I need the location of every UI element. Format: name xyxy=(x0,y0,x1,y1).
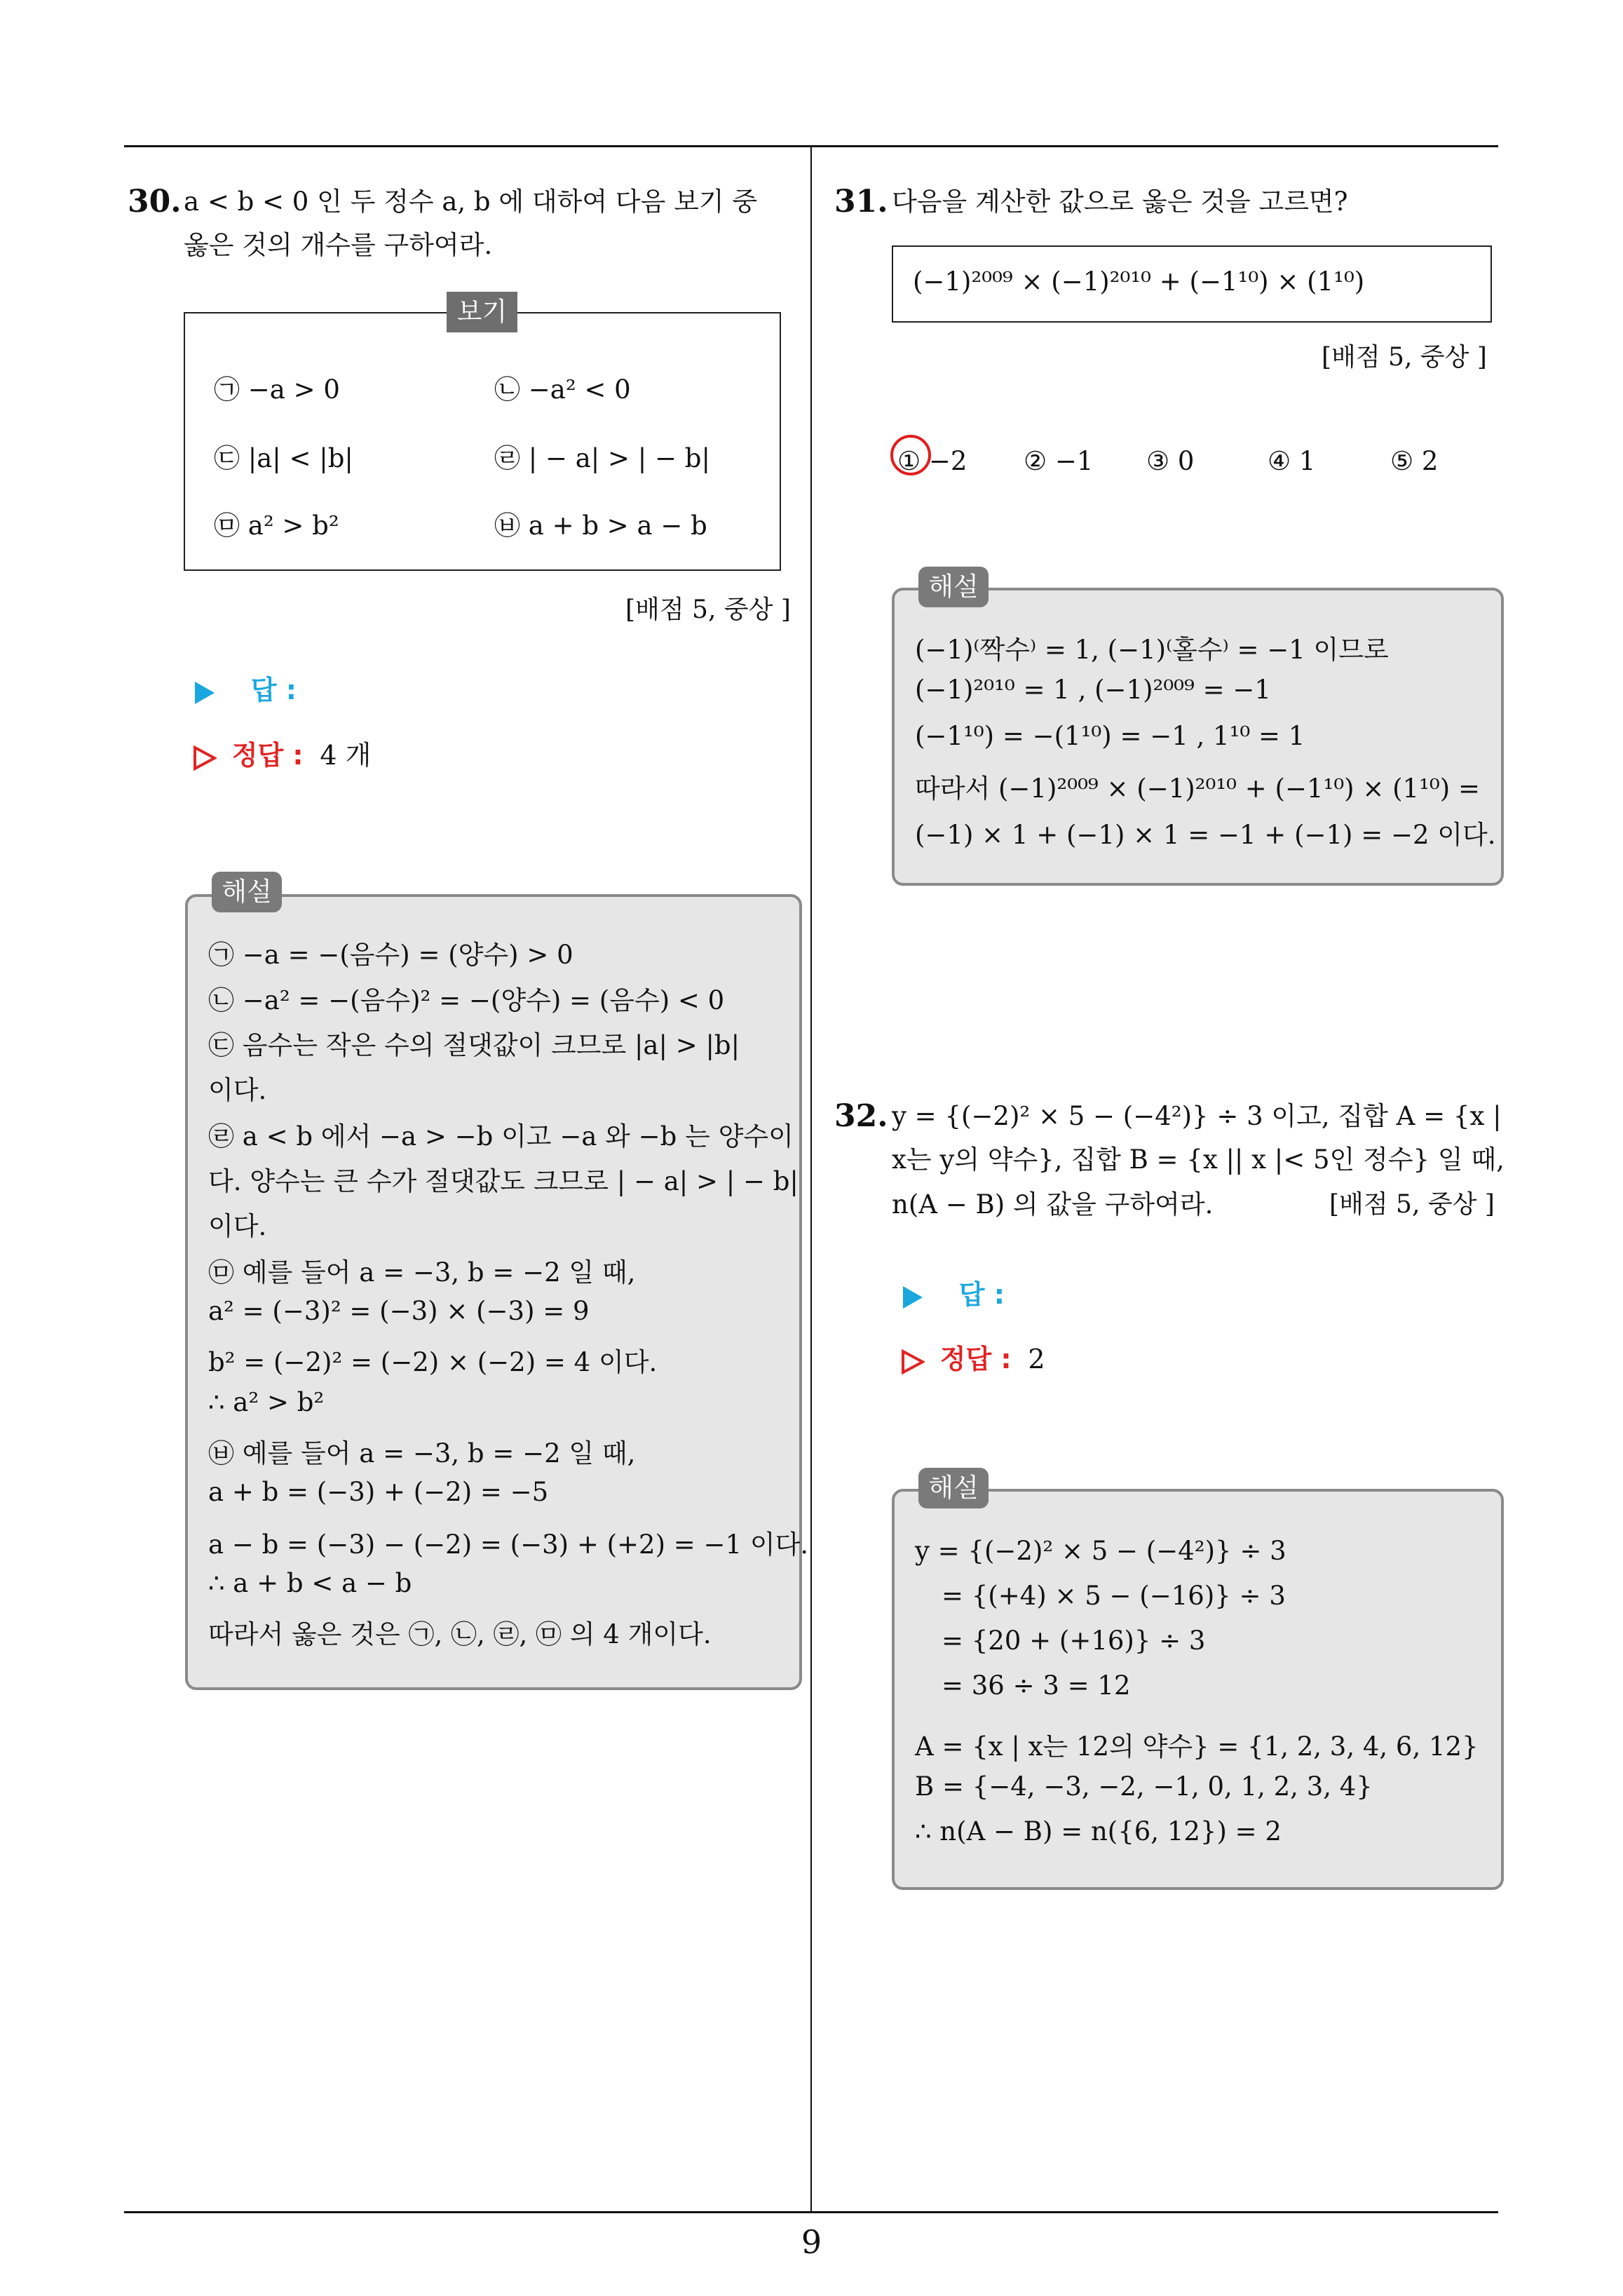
explanation-line: ㉡ −a² = −(음수)² = −(양수) = (음수) < 0 xyxy=(208,985,725,1015)
expression: (−1)²⁰⁰⁹ × (−1)²⁰¹⁰ + (−1¹⁰) × (1¹⁰) xyxy=(913,266,1365,297)
answer-label: 답 : xyxy=(250,675,297,705)
explanation-line: ㉥ 예를 들어 a = −3, b = −2 일 때, xyxy=(208,1438,636,1468)
question-number: 31. xyxy=(834,184,888,220)
question-stem: n(A − B) 의 값을 구하여라. xyxy=(892,1189,1214,1220)
option: ㉠ −a > 0 xyxy=(214,374,340,405)
bottom-rule xyxy=(124,2211,1498,2213)
question-stem: a < b < 0 인 두 정수 a, b 에 대하여 다음 보기 중 xyxy=(184,187,758,217)
option: ㉡ −a² < 0 xyxy=(494,374,631,405)
explanation-line: b² = (−2)² = (−2) × (−2) = 4 이다. xyxy=(208,1347,658,1377)
explanation-line: 이다. xyxy=(208,1075,267,1105)
arrow-right-icon xyxy=(195,682,215,704)
explanation-line: ㉣ a < b 에서 −a > −b 이고 −a 와 −b 는 양수이 xyxy=(208,1121,794,1152)
correct-answer-row xyxy=(901,1344,1045,1376)
explanation-label: 해설 xyxy=(918,567,989,607)
score-info: [배점 5, 중상 ] xyxy=(625,595,791,624)
explanation-line: y = {(−2)² × 5 − (−4²)} ÷ 3 xyxy=(915,1536,1286,1566)
column-divider xyxy=(810,145,812,2213)
choice-1: ① −2 xyxy=(897,446,967,476)
explanation-line: A = {x | x는 12의 약수} = {1, 2, 3, 4, 6, 12} xyxy=(915,1731,1479,1762)
question-stem: 옳은 것의 개수를 구하여라. xyxy=(184,230,493,260)
explanation-line: = {(+4) × 5 − (−16)} ÷ 3 xyxy=(942,1581,1286,1611)
explanation-line: = 36 ÷ 3 = 12 xyxy=(942,1670,1131,1701)
question-stem: x는 y의 약수}, 집합 B = {x || x |< 5인 정수} 일 때, xyxy=(892,1144,1505,1175)
outline-arrow-icon xyxy=(901,1349,925,1375)
option: ㉥ a + b > a − b xyxy=(494,511,707,541)
score-info: [배점 5, 중상 ] xyxy=(1322,343,1487,372)
explanation-line: 이다. xyxy=(208,1211,267,1241)
explanation-line: 따라서 옳은 것은 ㉠, ㉡, ㉣, ㉤ 의 4 개이다. xyxy=(208,1619,712,1649)
explanation-line: (−1)²⁰¹⁰ = 1 , (−1)²⁰⁰⁹ = −1 xyxy=(915,675,1271,705)
correct-value: 2 xyxy=(1028,1344,1045,1375)
bogi-label: 보기 xyxy=(447,292,517,332)
explanation-line: 다. 양수는 큰 수가 절댓값도 크므로 | − a| > | − b| xyxy=(208,1166,799,1196)
explanation-line: (−1)⁽짝수⁾ = 1, (−1)⁽홀수⁾ = −1 이므로 xyxy=(915,635,1389,665)
option: ㉤ a² > b² xyxy=(214,511,339,541)
explanation-line: 따라서 (−1)²⁰⁰⁹ × (−1)²⁰¹⁰ + (−1¹⁰) × (1¹⁰) = xyxy=(915,774,1480,804)
answer-row xyxy=(195,675,297,707)
question-number: 32. xyxy=(834,1098,888,1134)
explanation-line: a − b = (−3) − (−2) = (−3) + (+2) = −1 이다. xyxy=(208,1529,809,1560)
explanation-line: ㉢ 음수는 작은 수의 절댓값이 크므로 |a| > |b| xyxy=(208,1030,740,1060)
choice-3: ③ 0 xyxy=(1146,446,1195,476)
explanation-line: ∴ n(A − B) = n({6, 12}) = 2 xyxy=(915,1816,1282,1846)
explanation-line: a + b = (−3) + (−2) = −5 xyxy=(208,1477,549,1507)
answer-row xyxy=(903,1279,1005,1311)
explanation-line: ∴ a + b < a − b xyxy=(208,1568,412,1598)
explanation-label: 해설 xyxy=(212,872,282,912)
question-stem: 다음을 계산한 값으로 옳은 것을 고르면? xyxy=(892,187,1348,217)
correct-label: 정답 : xyxy=(231,740,304,771)
option: ㉣ | − a| > | − b| xyxy=(494,443,710,473)
explanation-line: (−1¹⁰) = −(1¹⁰) = −1 , 1¹⁰ = 1 xyxy=(915,721,1305,751)
question-number: 30. xyxy=(128,184,182,220)
explanation-line: a² = (−3)² = (−3) × (−3) = 9 xyxy=(208,1296,590,1326)
explanation-line: = {20 + (+16)} ÷ 3 xyxy=(942,1626,1206,1656)
explanation-line: (−1) × 1 + (−1) × 1 = −1 + (−1) = −2 이다. xyxy=(915,820,1496,850)
explanation-line: ∴ a² > b² xyxy=(208,1387,325,1417)
question-stem: y = {(−2)² × 5 − (−4²)} ÷ 3 이고, 집합 A = {x | xyxy=(892,1101,1502,1131)
explanation-line: ㉠ −a = −(음수) = (양수) > 0 xyxy=(208,940,573,970)
choice-2: ② −1 xyxy=(1024,446,1094,476)
arrow-right-icon xyxy=(903,1286,923,1309)
correct-answer-row xyxy=(193,740,371,772)
explanation-line: ㉤ 예를 들어 a = −3, b = −2 일 때, xyxy=(208,1257,636,1288)
explanation-line: B = {−4, −3, −2, −1, 0, 1, 2, 3, 4} xyxy=(915,1771,1373,1802)
answer-label: 답 : xyxy=(958,1279,1005,1310)
choice-4: ④ 1 xyxy=(1268,446,1316,476)
choice-5: ⑤ 2 xyxy=(1390,446,1439,476)
correct-label: 정답 : xyxy=(939,1344,1012,1375)
option: ㉢ |a| < |b| xyxy=(214,443,353,473)
outline-arrow-icon xyxy=(193,745,217,771)
score-info: [배점 5, 중상 ] xyxy=(1329,1190,1495,1219)
correct-value: 4 개 xyxy=(320,740,372,771)
explanation-label: 해설 xyxy=(918,1468,989,1508)
page-number: 9 xyxy=(801,2223,822,2261)
